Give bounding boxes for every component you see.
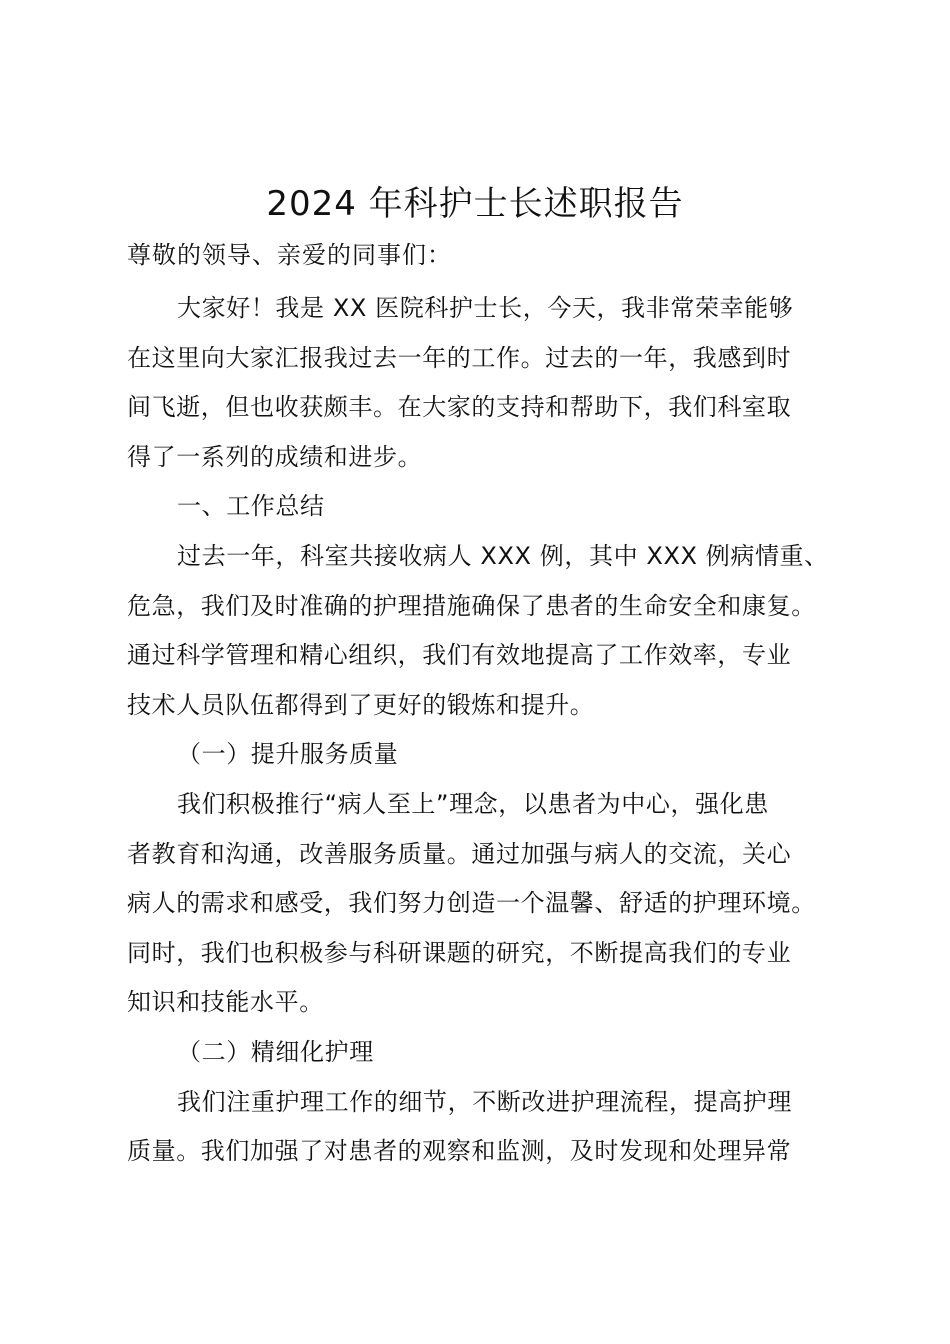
salutation: 尊敬的领导、亲爱的同事们： (127, 241, 452, 269)
subsection-heading: （二）精细化护理 (177, 1037, 374, 1066)
text-line: 危急，我们及时准确的护理措施确保了患者的生命安全和康复。 (127, 591, 816, 620)
text-line: 过去一年，科室共接收病人 XXX 例，其中 XXX 例病情重、 (177, 541, 829, 570)
text-line: 知识和技能水平。 (127, 988, 324, 1017)
section-heading: 一、工作总结 (177, 492, 325, 521)
text-line: 者教育和沟通，改善服务质量。通过加强与病人的交流，关心 (127, 839, 792, 868)
text-line: 病人的需求和感受，我们努力创造一个温馨、舒适的护理环境。 (127, 889, 816, 918)
text-line: 在这里向大家汇报我过去一年的工作。过去的一年，我感到时 (127, 343, 792, 372)
document-body (127, 284, 847, 1177)
text-line: 质量。我们加强了对患者的观察和监测，及时发现和处理异常 (127, 1137, 792, 1166)
text-line: 大家好！我是 XX 医院科护士长，今天，我非常荣幸能够 (177, 294, 794, 322)
document-title: 2024 年科护士长述职报告 (266, 184, 684, 224)
subsection-heading: （一）提升服务质量 (177, 740, 399, 769)
text-line: 得了一系列的成绩和进步。 (127, 442, 423, 471)
text-line: 间飞逝，但也收获颇丰。在大家的支持和帮助下，我们科室取 (127, 393, 792, 422)
text-line: 技术人员队伍都得到了更好的锻炼和提升。 (127, 690, 595, 719)
text-line: 通过科学管理和精心组织，我们有效地提高了工作效率，专业 (127, 641, 792, 670)
text-line: 同时，我们也积极参与科研课题的研究，不断提高我们的专业 (127, 938, 792, 967)
text-line: 我们注重护理工作的细节，不断改进护理流程，提高护理 (177, 1087, 792, 1116)
text-line: 我们积极推行“病人至上”理念，以患者为中心，强化患 (177, 789, 769, 818)
